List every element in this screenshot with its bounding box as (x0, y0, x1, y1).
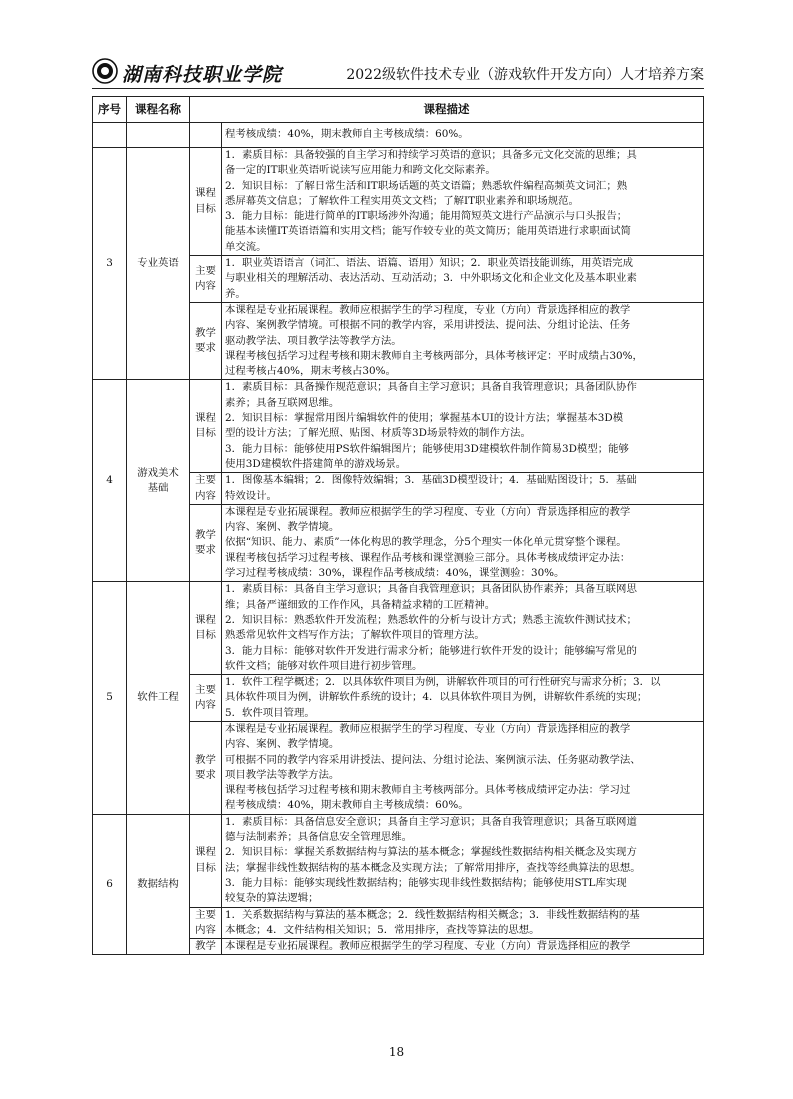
section-label-line: 课程 (195, 846, 216, 859)
section-label-line: 主要 (195, 683, 216, 696)
description-line: 本课程是专业拓展课程。教师应根据学生的学习程度、专业（方向）背景选择相应的教学 (225, 940, 631, 953)
section-label-line: 要求 (195, 768, 216, 781)
page-number: 18 (388, 1045, 405, 1059)
course-name (127, 582, 190, 814)
table-row (93, 814, 704, 907)
header-course-description: 课程描述 (190, 97, 704, 123)
section-label-line: 主要 (195, 908, 216, 921)
section-description (222, 380, 704, 473)
description-line: 内容、案例、教学情境。 (225, 521, 340, 534)
description-line: 2．知识目标：熟悉软件开发流程；熟悉软件的分析与设计方式；熟悉主流软件测试技术； (225, 613, 637, 626)
description-line: 德与法制素养；具备信息安全管理思维。 (225, 831, 413, 844)
section-description (222, 814, 704, 907)
section-label-line: 主要 (195, 264, 216, 277)
description-line: 素养；具备互联网思维。 (225, 396, 340, 409)
description-line: 1．素质目标：具备较强的自主学习和持续学习英语的意识；具备多元文化交流的思维；具 (225, 149, 637, 161)
school-emblem-icon (92, 58, 118, 84)
course-seq: 6 (93, 814, 127, 955)
section-label-line: 教学 (195, 940, 216, 953)
section-description (222, 907, 704, 939)
section-label (190, 721, 222, 814)
course-seq: 4 (93, 380, 127, 582)
description-line: 特效设计。 (225, 489, 277, 502)
section-description (222, 721, 704, 814)
description-line: 1．图像基本编辑；2．图像特效编辑；3．基础3D模型设计；4．基础贴图设计；5．基础 (225, 474, 637, 487)
description-line: 备一定的IT职业英语听说读写应用能力和跨文化交际素养。 (225, 164, 496, 177)
description-line: 1．素质目标：具备自主学习意识；具备自我管理意识；具备团队协作素养；具备互联网思 (225, 583, 637, 596)
section-label-line: 内容 (195, 923, 216, 936)
description-line: 悉屏幕英文信息；了解软件工程实用英文文档；了解IT职业素养和职场规范。 (225, 194, 579, 207)
section-description (222, 256, 704, 303)
description-line: 法；掌握非线性数据结构的基本概念及实现方法；了解常用排序，查找等经典算法的思想。 (225, 861, 641, 874)
description-line: 具体软件项目为例，讲解软件系统的设计；4．以具体软件项目为例，讲解软件系统的实现； (225, 691, 648, 704)
description-line: 可根据不同的教学内容采用讲授法、提问法、分组讨论法、案例演示法、任务驱动教学法、 (225, 753, 641, 766)
section-description (222, 504, 704, 581)
description-line: 内容、案例教学情境。可根据不同的教学内容，采用讲授法、提问法、分组讨论法、任务 (225, 319, 631, 332)
description-line: 单交流。 (225, 240, 267, 253)
description-line: 维；具备严谨细致的工作作风，具备精益求精的工匠精神。 (225, 598, 496, 611)
section-description (222, 148, 704, 256)
description-line: 1．软件工程学概述；2．以具体软件项目为例，讲解软件项目的可行性研究与需求分析；3．以 (225, 676, 661, 689)
table-row (93, 380, 704, 473)
description-line: 程考核成绩：40%，期末教师自主考核成绩：60%。 (225, 128, 469, 141)
description-line: 能基本读懂IT英语语篇和实用文档；能写作较专业的英文简历；能用英语进行求职面试简 (225, 225, 631, 238)
section-label-line: 要求 (195, 544, 216, 557)
section-label (190, 907, 222, 939)
description-line: 1．职业英语语言（词汇、语法、语篇、语用）知识；2．职业英语技能训练，用英语完成 (225, 257, 634, 270)
section-label-line: 课程 (195, 613, 216, 626)
section-label-line: 内容 (195, 280, 216, 293)
section-label (190, 380, 222, 473)
header-seq: 序号 (93, 97, 127, 123)
document-title: 2022级软件技术专业（游戏软件开发方向）人才培养方案 (346, 67, 704, 83)
section-label (190, 814, 222, 907)
section-label-line: 目标 (195, 202, 216, 215)
section-description (222, 939, 704, 955)
description-line: 熟悉常见软件文档写作方法；了解软件项目的管理方法。 (225, 629, 485, 642)
table-row-continuation (93, 123, 704, 148)
course-name-line: 专业英语 (137, 257, 179, 270)
section-label-line: 主要 (195, 474, 216, 487)
description-line: 3．能力目标：能进行简单的IT职场涉外沟通；能用简短英文进行产品演示与口头报告； (225, 210, 628, 223)
section-label-line: 内容 (195, 489, 216, 502)
continuation-text (222, 123, 704, 148)
school-logo-text: 湖南科技职业学院 (122, 64, 283, 86)
description-line: 驱动教学法、项目教学法等教学方法。 (225, 334, 402, 347)
course-name-line: 游戏美术 (137, 466, 179, 479)
section-label-line: 教学 (195, 528, 216, 541)
description-line: 依据“知识、能力、素质”一体化构思的教学理念，分5个理实一体化单元贯穿整个课程。 (225, 536, 627, 549)
section-label-line: 目标 (195, 861, 216, 874)
course-table (92, 96, 704, 955)
description-line: 本课程是专业拓展课程。教师应根据学生的学习程度、专业（方向）背景选择相应的教学 (225, 505, 631, 518)
description-line: 本课程是专业拓展课程。教师应根据学生的学习程度，专业（方向）背景选择相应的教学 (225, 303, 631, 316)
section-label-line: 目标 (195, 629, 216, 642)
course-name-line: 软件工程 (137, 691, 179, 704)
description-line: 内容、案例、教学情境。 (225, 738, 340, 751)
section-label-line: 教学 (195, 326, 216, 339)
description-line: 2．知识目标：了解日常生活和IT职场话题的英文语篇；熟悉软件编程高频英文词汇；熟 (225, 179, 628, 192)
description-line: 5．软件项目管理。 (225, 706, 315, 719)
description-line: 学习过程考核成绩：30%，课程作品考核成绩：40%，课堂测验：30%。 (225, 567, 565, 580)
description-line: 养。 (225, 287, 246, 300)
empty-cell (93, 123, 127, 148)
description-line: 与职业相关的理解活动、表达活动、互动活动；3．中外职场文化和企业文化及基本职业素 (225, 272, 637, 285)
description-line: 型的设计方法；了解光照、贴图、材质等3D场景特效的制作方法。 (225, 427, 531, 440)
section-description (222, 582, 704, 675)
section-label-line: 教学 (195, 753, 216, 766)
section-label (190, 504, 222, 581)
section-label (190, 302, 222, 379)
description-line: 本概念；4．文件结构相关知识；5．常用排序，查找等算法的思想。 (225, 923, 540, 936)
section-label-line: 目标 (195, 427, 216, 440)
empty-cell (127, 123, 190, 148)
description-line: 使用3D建模软件搭建简单的游戏场景。 (225, 457, 407, 470)
description-line: 3．能力目标：能够实现线性数据结构；能够实现非线性数据结构；能够使用STL库实现 (225, 876, 627, 889)
table-header-row (93, 97, 704, 123)
section-label-line: 课程 (195, 412, 216, 425)
description-line: 2．知识目标：掌握常用图片编辑软件的使用；掌握基本UI的设计方法；掌握基本3D模 (225, 412, 624, 425)
description-line: 过程考核占40%，期末考核占30%。 (225, 365, 396, 378)
description-line: 课程考核包括学习过程考核和期末教师自主考核两部分，具体考核评定：平时成绩占30%， (225, 349, 643, 362)
description-line: 3．能力目标：能够使用PS软件编辑图片；能够使用3D建模软件制作简易3D模型；能够 (225, 442, 629, 455)
course-name-line: 基础 (147, 481, 169, 494)
description-line: 1．关系数据结构与算法的基本概念；2．线性数据结构相关概念；3．非线性数据结构的基 (225, 908, 640, 921)
section-label-line: 课程 (195, 187, 216, 200)
description-line: 课程考核包括学习过程考核、课程作品考核和课堂测验三部分。具体考核成绩评定办法： (225, 551, 631, 564)
description-line: 课程考核包括学习过程考核和期末教师自主考核两部分。具体考核成绩评定办法：学习过 (225, 784, 631, 797)
description-line: 较复杂的算法逻辑； (225, 892, 319, 905)
section-label-line: 要求 (195, 342, 216, 355)
table-row (93, 148, 704, 256)
section-label (190, 582, 222, 675)
section-label (190, 675, 222, 722)
description-line: 3．能力目标：能够对软件开发进行需求分析；能够进行软件开发的设计；能够编写常见的 (225, 644, 637, 657)
section-description (222, 675, 704, 722)
section-description (222, 473, 704, 505)
header-course-name: 课程名称 (127, 97, 190, 123)
section-description (222, 302, 704, 379)
page-header (92, 58, 704, 88)
course-name (127, 148, 190, 380)
description-line: 项目教学法等教学方法。 (225, 768, 340, 781)
description-line: 程考核成绩：40%，期末教师自主考核成绩：60%。 (225, 799, 469, 812)
description-line: 软件文档；能够对软件项目进行初步管理。 (225, 659, 423, 672)
description-line: 1．素质目标：具备信息安全意识；具备自主学习意识；具备自我管理意识；具备互联网道 (225, 815, 637, 828)
section-label (190, 473, 222, 505)
course-seq: 5 (93, 582, 127, 814)
course-name (127, 814, 190, 955)
description-line: 2．知识目标：掌握关系数据结构与算法的基本概念；掌握线性数据结构相关概念及实现方 (225, 846, 637, 859)
course-seq: 3 (93, 148, 127, 380)
description-line: 本课程是专业拓展课程。教师应根据学生的学习程度、专业（方向）背景选择相应的教学 (225, 722, 631, 735)
description-line: 1．素质目标：具备操作规范意识；具备自主学习意识；具备自我管理意识；具备团队协作 (225, 381, 637, 394)
section-label (190, 256, 222, 303)
section-label (190, 148, 222, 256)
course-name (127, 380, 190, 582)
section-label (190, 939, 222, 955)
header-divider (92, 88, 704, 89)
table-row (93, 582, 704, 675)
empty-cell (190, 123, 222, 148)
course-name-line: 数据结构 (137, 877, 179, 890)
section-label-line: 内容 (195, 699, 216, 712)
